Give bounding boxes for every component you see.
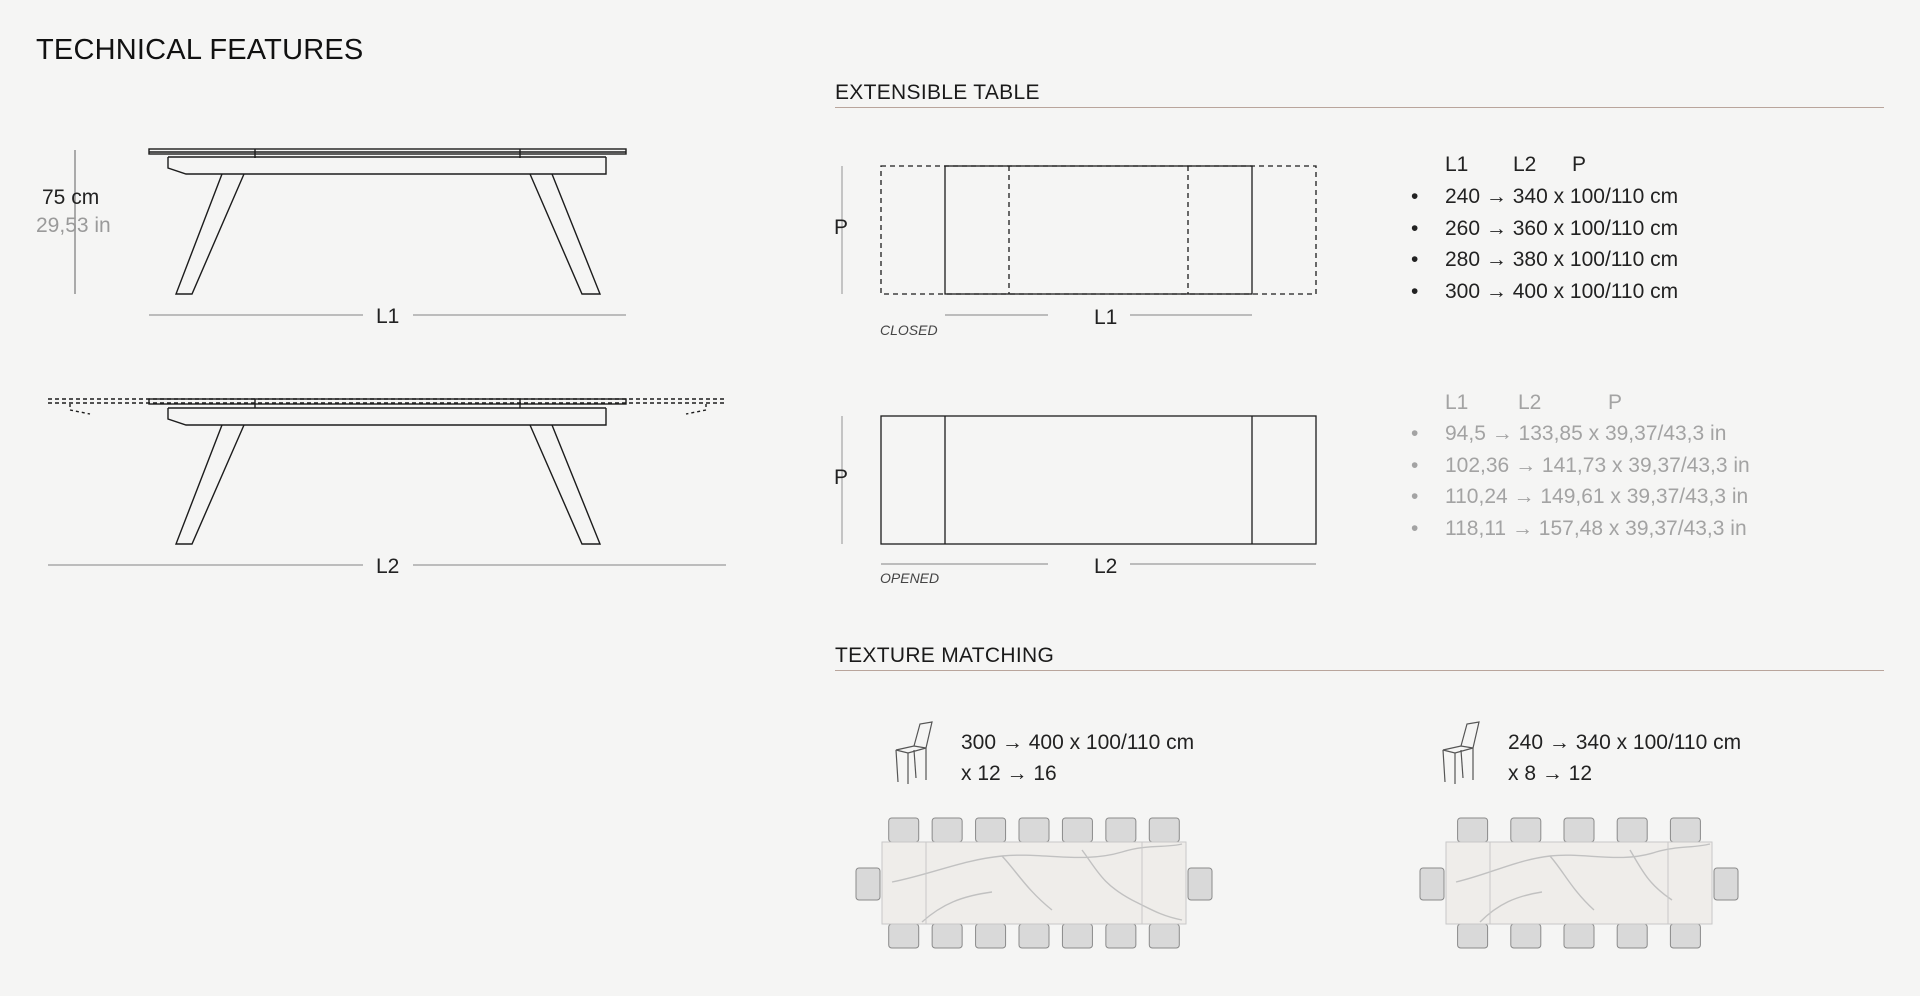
open-length-label: L2 [376, 555, 400, 578]
chair-seat [1019, 818, 1049, 842]
setup-2-info [1508, 727, 1741, 789]
chair-seat [889, 818, 919, 842]
list-item: • 280 → 380 x 100/110 cm [1411, 248, 1679, 271]
chair-seat [976, 818, 1006, 842]
chair-seat [1062, 818, 1092, 842]
in-header-p: P [1608, 391, 1623, 414]
closed-plan-length-label: L1 [1094, 306, 1118, 329]
setup-2-size: 240 → 340 x 100/110 cm [1508, 731, 1742, 754]
chair-seat [856, 868, 880, 900]
cm-size-list [1411, 185, 1678, 311]
setup-1-seating-plan [852, 812, 1216, 954]
texture-matching-title: TEXTURE MATCHING [835, 644, 1055, 667]
list-item: • 240 → 340 x 100/110 cm [1411, 185, 1679, 208]
list-item: • 260 → 360 x 100/110 cm [1411, 216, 1679, 240]
extensible-table-title: EXTENSIBLE TABLE [835, 81, 1040, 104]
chair-seat [1617, 818, 1647, 842]
height-in-label: 29,53 in [36, 214, 111, 237]
chair-icon [890, 720, 938, 786]
chair-seat [1564, 818, 1594, 842]
chair-seat [1106, 924, 1136, 948]
chair-seat [1511, 924, 1541, 948]
setup-1-info [961, 727, 1194, 789]
chair-seat [1062, 924, 1092, 948]
side-elevation-drawings [0, 0, 760, 600]
open-table-side-view [48, 399, 726, 544]
chair-seat [1188, 868, 1212, 900]
in-header-l1: L1 [1445, 391, 1469, 414]
setup-2-seats: x 8 → 12 [1508, 762, 1593, 785]
chair-seat [1458, 818, 1488, 842]
cm-header-p: P [1572, 153, 1587, 176]
chair-seat [1149, 924, 1179, 948]
chair-seat [1714, 868, 1738, 900]
chair-seat [1458, 924, 1488, 948]
setup-1-seats: x 12 → 16 [961, 762, 1057, 785]
chair-icon [1437, 720, 1485, 786]
chair-seat [889, 924, 919, 948]
chair-seat [976, 924, 1006, 948]
chair-seat [1106, 818, 1136, 842]
in-size-list [1411, 422, 1750, 548]
chair-seat [1420, 868, 1444, 900]
chair-seat [1617, 924, 1647, 948]
plan-view-drawings [820, 150, 1340, 570]
height-cm-label: 75 cm [42, 186, 100, 209]
chair-seat [1670, 818, 1700, 842]
open-depth-label: P [834, 466, 849, 489]
chair-seat [932, 924, 962, 948]
cm-header-l1: L1 [1445, 153, 1469, 176]
cm-header-l2: L2 [1513, 153, 1537, 176]
list-item: • 118,11 → 157,48 x 39,37/43,3 in [1411, 516, 1747, 540]
closed-length-label: L1 [376, 305, 400, 328]
closed-depth-label: P [834, 216, 849, 239]
chair-seat [932, 818, 962, 842]
closed-state-label: CLOSED [880, 322, 938, 338]
page-title: TECHNICAL FEATURES [36, 34, 364, 66]
extensible-section-rule [835, 107, 1884, 108]
chair-seat [1670, 924, 1700, 948]
setup-2-seating-plan [1420, 812, 1738, 954]
chair-seat [1149, 818, 1179, 842]
list-item: • 110,24 → 149,61 x 39,37/43,3 in [1411, 485, 1749, 508]
chair-seat [1564, 924, 1594, 948]
chair-seat [1511, 818, 1541, 842]
texture-section-rule [835, 670, 1884, 671]
closed-plan-view [842, 166, 1316, 294]
setup-1-size: 300 → 400 x 100/110 cm [961, 731, 1195, 754]
open-plan-view [842, 416, 1316, 544]
open-state-label: OPENED [880, 570, 940, 586]
open-plan-length-label: L2 [1094, 555, 1118, 578]
closed-table-side-view [149, 149, 626, 294]
list-item: • 102,36 → 141,73 x 39,37/43,3 in [1411, 453, 1750, 477]
in-header-l2: L2 [1518, 391, 1542, 414]
chair-seat [1019, 924, 1049, 948]
list-item: • 94,5 → 133,85 x 39,37/43,3 in [1411, 422, 1727, 445]
list-item: • 300 → 400 x 100/110 cm [1411, 279, 1679, 303]
